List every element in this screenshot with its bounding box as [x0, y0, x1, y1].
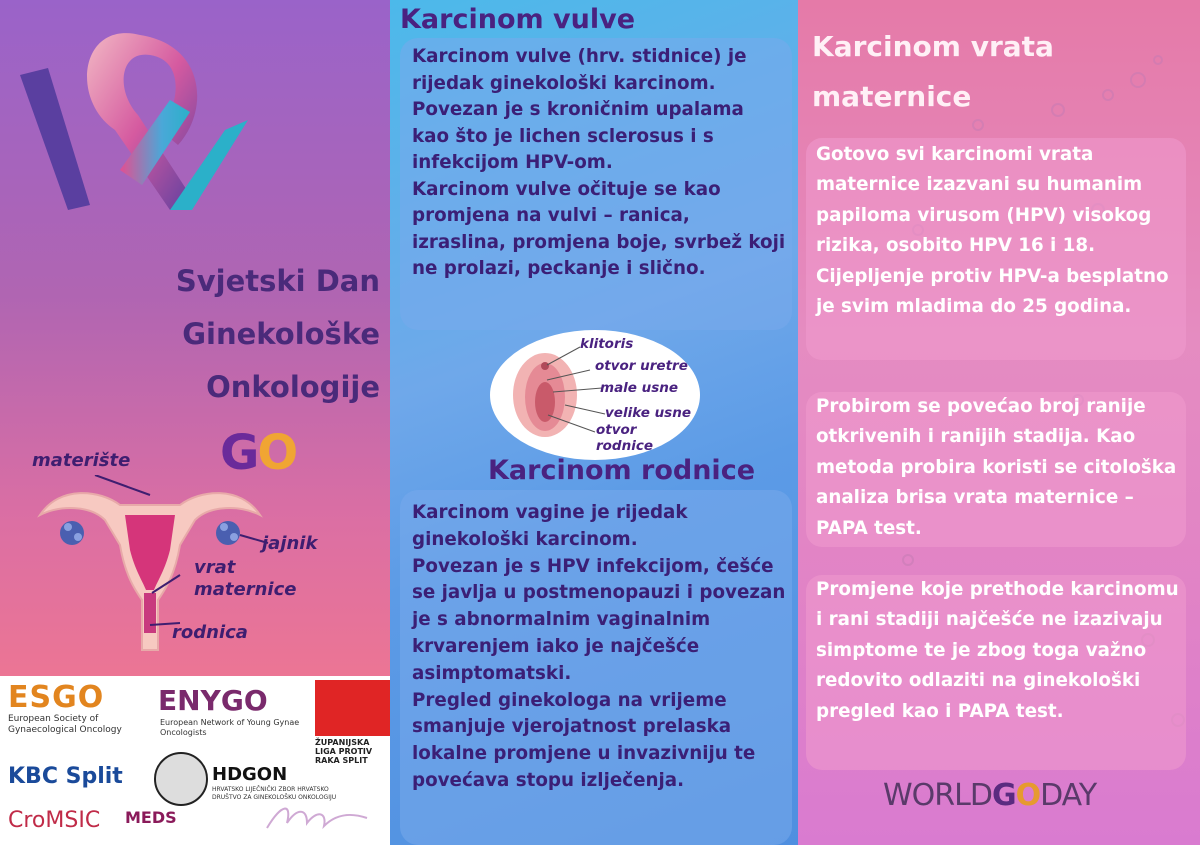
event-title-line-3: Onkologije — [206, 370, 380, 404]
cervical-heading-line-2: maternice — [812, 80, 972, 113]
vulva-heading: Karcinom vulve — [400, 4, 636, 35]
label-klitoris: klitoris — [580, 336, 634, 352]
label-jajnik: jajnik — [262, 533, 318, 554]
esgo-subtitle: European Society of Gynaecological Oncology — [8, 714, 122, 735]
vulva-text-box — [400, 38, 792, 330]
label-otvor-rodnice — [596, 422, 653, 454]
right-panel — [798, 0, 1200, 845]
cervical-paragraph-2: Probirom se povećao broj ranije otkrivenih i ranijih stadija. Kao metoda probira koristi se citološka analiza brisa vrata maternice – PAPA test. — [806, 392, 1186, 547]
zupanijska-liga-logo — [315, 680, 390, 736]
vagina-paragraph-2: Povezan je s HPV infekcijom, češće se javlja u postmenopauzi i povezan je s abnormalnim vaginalnim krvarenjem iako je najčešće asimptomatski. — [412, 555, 786, 684]
go-logo — [220, 425, 296, 481]
vulva-paragraph-1: Karcinom vulve (hrv. stidnice) je rijedak ginekološki karcinom. Povezan je s kroničnim upalama kao što je lichen sclerosus i s infekcijom HPV-om. — [412, 46, 747, 173]
event-title-line-1: Svjetski Dan — [175, 264, 380, 298]
label-vrat-maternice — [194, 557, 296, 601]
kbc-split-text: KBC Split — [8, 764, 123, 789]
left-panel — [0, 0, 390, 845]
label-otvor: otvor — [596, 422, 637, 438]
cervical-paragraph-1: Gotovo svi karcinomi vrata maternice izazvani su humanim papiloma virusom (HPV) visokog rizika, osobito HPV 16 i 18. Cijepljenje protiv HPV-a besplatno je svim mladima do 25 godina. — [806, 138, 1186, 360]
sponsor-logos — [0, 676, 390, 845]
world-go-day-day: DAY — [1040, 778, 1097, 813]
cervical-paragraph-3: Promjene koje prethode karcinomu i rani stadiji najčešće ne izazivaju simptome te je zbog toga važno redovito odlaziti na ginekološki pregled kao i PAPA test. — [806, 575, 1186, 770]
world-go-day-o: O — [1015, 778, 1041, 813]
world-go-day-g: G — [991, 778, 1016, 813]
go-logo-o: O — [257, 425, 297, 481]
label-otvor-uretre: otvor uretre — [595, 358, 688, 374]
vagina-paragraph-3: Pregled ginekologa na vrijeme smanjuje vjerojatnost prelaska lokalne promjene u invazivniju te povećava stopu izlječenja. — [412, 689, 756, 791]
hdgon-subtitle: HRVATSKO LIJEČNIČKI ZBOR HRVATSKO DRUŠTVO ZA GINEKOLOŠKU ONKOLOGIJU — [212, 786, 337, 801]
middle-panel — [390, 0, 798, 845]
enygo-subtitle: European Network of Young Gynae Oncologists — [160, 718, 300, 737]
kbc-split-logo — [8, 764, 123, 789]
cervical-heading — [812, 22, 1172, 122]
label-rodnica: rodnica — [172, 622, 248, 643]
student-badge-logo — [154, 752, 208, 806]
vagina-paragraph-1: Karcinom vagine je rijedak ginekološki karcinom. — [412, 502, 688, 550]
label-materiste: materište — [32, 450, 131, 471]
label-velike-usne: velike usne — [605, 405, 691, 421]
world-go-day-logo — [883, 778, 1096, 813]
vagina-heading: Karcinom rodnice — [488, 455, 756, 486]
esgo-logo: ESGO — [8, 680, 105, 715]
event-title — [70, 255, 380, 414]
cromsic-logo: CroMSIC — [8, 808, 101, 833]
cervical-heading-line-1: Karcinom vrata — [812, 30, 1054, 63]
world-go-day-world: WORLD — [883, 778, 992, 813]
enygo-logo: ENYGO — [158, 684, 268, 717]
hdgon-logo: HDGON — [212, 764, 288, 785]
event-title-line-2: Ginekološke — [182, 317, 380, 351]
signature-logo — [262, 798, 372, 838]
meds-logo: MEDS — [125, 808, 177, 827]
zupanijska-liga-text: ŽUPANIJSKA LIGA PROTIV RAKA SPLIT — [315, 738, 373, 765]
label-male-usne: male usne — [600, 380, 679, 396]
awareness-ribbon-logo — [20, 20, 260, 220]
vulva-paragraph-2: Karcinom vulve očituje se kao promjena na vulvi – ranica, izraslina, promjena boje, svrbež koji ne prolazi, peckanje i slično. — [412, 178, 786, 279]
label-rodnice: rodnice — [596, 438, 653, 454]
label-vrat: vrat — [194, 557, 236, 578]
go-logo-g: G — [220, 425, 258, 481]
vagina-text-box — [400, 490, 792, 845]
label-maternice: maternice — [194, 579, 297, 600]
